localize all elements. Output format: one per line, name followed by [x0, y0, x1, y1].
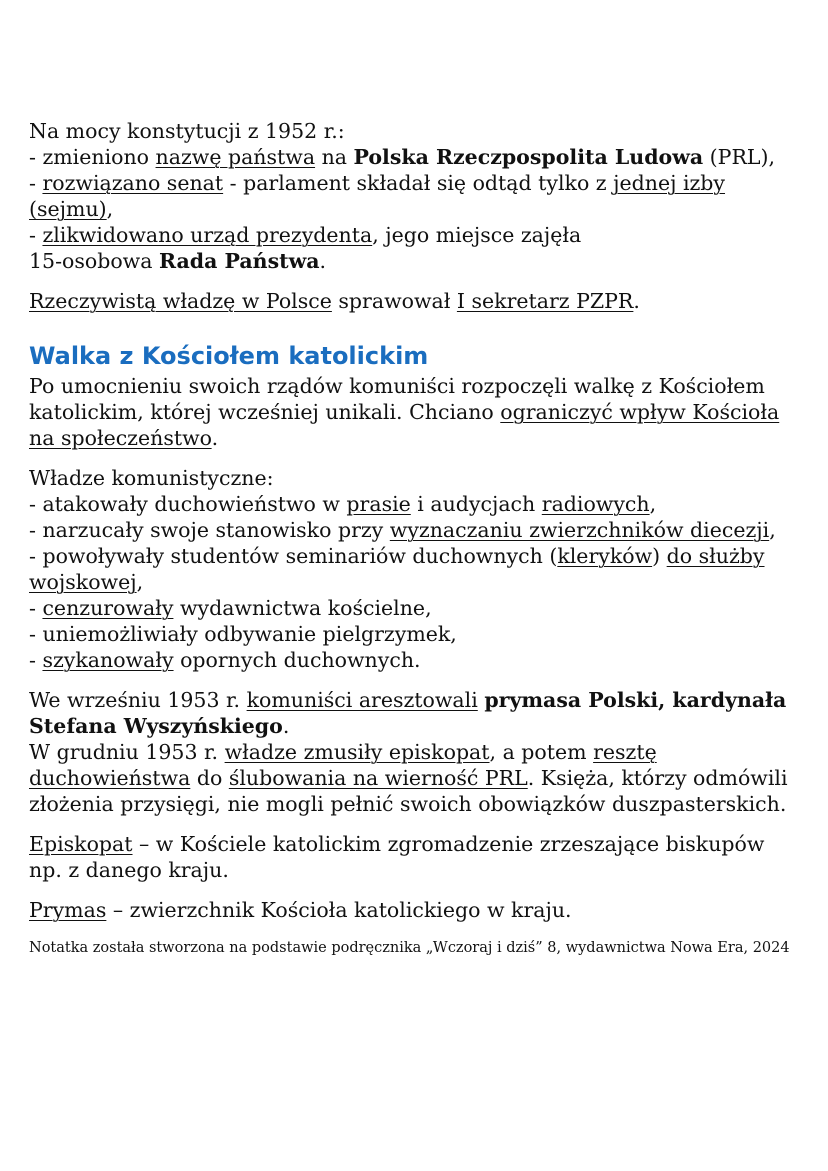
bold-term: Rada Państwa [158, 249, 320, 273]
underlined-term: resztę duchowieństwa [29, 740, 657, 790]
underlined-term: radiowych [541, 492, 650, 516]
list-item: - szykanowały opornych duchownych. [29, 648, 421, 672]
underlined-term: jednej izby [613, 171, 726, 195]
arrest-sentence: We wrześniu 1953 r. komuniści aresztowali prymasa Polski, kardynała Stefana Wyszyńskiego. [29, 688, 787, 738]
list-item: - narzucały swoje stanowisko przy wyznaczaniu zwierzchników diecezji, [29, 518, 776, 542]
underlined-term: Prymas [29, 898, 107, 922]
church-intro-paragraph: Po umocnieniu swoich rządów komuniści rozpoczęli walkę z Kościołem katolickim, której wcześniej unikali. Chciano ograniczyć wpływ Kościoła na społeczeństwo. [29, 374, 780, 450]
list-item: - atakowały duchowieństwo w prasie i audycjach radiowych, [29, 492, 657, 516]
oath-sentence: W grudniu 1953 r. władze zmusiły episkopat, a potem resztę duchowieństwa do ślubowania na wierność PRL. Księża, którzy odmówili złożenia przysięgi, nie mogli pełnić swoich obowiązków duszpasterskich. [29, 740, 788, 816]
underlined-term: (sejmu) [29, 197, 107, 221]
underlined-term: prasie [346, 492, 411, 516]
authorities-intro: Władze komunistyczne: [29, 466, 274, 490]
underlined-term: wyznaczaniu zwierzchników diecezji [389, 518, 770, 542]
list-item: - cenzurowały wydawnictwa kościelne, [29, 596, 432, 620]
underlined-term: nazwę państwa [155, 145, 316, 169]
constitution-item-name: - zmieniono nazwę państwa na Polska Rzeczpospolita Ludowa (PRL), [29, 145, 776, 169]
arrest-paragraph [29, 687, 798, 817]
constitution-item-council: 15-osobowa Rada Państwa. [29, 249, 327, 273]
bold-term: Polska Rzeczpospolita Ludowa [353, 145, 704, 169]
constitution-item-president: - zlikwidowano urząd prezydenta, jego miejsce zajęła [29, 223, 582, 247]
underlined-term: rozwiązano senat [42, 171, 224, 195]
underlined-term: szykanowały [42, 648, 174, 672]
underlined-term: władze zmusiły episkopat [224, 740, 490, 764]
underlined-term: cenzurowały [42, 596, 174, 620]
underlined-term: Rzeczywistą władzę w Polsce [29, 289, 332, 313]
episkopat-definition: Episkopat – w Kościele katolickim zgromadzenie zrzeszające biskupów np. z danego kraju. [29, 832, 765, 882]
underlined-term: do służby wojskowej [29, 544, 765, 594]
bold-term: prymasa Polski, kardynała Stefana Wyszyńskiego [29, 688, 787, 738]
underlined-term: I sekretarz PZPR [456, 289, 634, 313]
constitution-item-senate: - rozwiązano senat - parlament składał się odtąd tylko z jednej izby (sejmu), [29, 171, 726, 221]
underlined-term: ograniczyć wpływ Kościoła na społeczeństwo [29, 400, 780, 450]
underlined-term: ślubowania na wierność PRL [228, 766, 528, 790]
real-power-paragraph: Rzeczywistą władzę w Polsce sprawował I sekretarz PZPR. [29, 289, 640, 313]
constitution-intro: Na mocy konstytucji z 1952 r.: [29, 119, 345, 143]
constitution-paragraph [29, 118, 798, 274]
source-footnote: Notatka została stworzona na podstawie podręcznika „Wczoraj i dziś” 8, wydawnictwa Nowa Era, 2024 [29, 940, 790, 956]
authorities-list [29, 465, 798, 673]
underlined-term: kleryków [557, 544, 653, 568]
underlined-term: komuniści aresztowali [246, 688, 478, 712]
list-item: - uniemożliwiały odbywanie pielgrzymek, [29, 622, 457, 646]
underlined-term: zlikwidowano urząd prezydenta [42, 223, 373, 247]
prymas-definition: Prymas – zwierzchnik Kościoła katolickiego w kraju. [29, 898, 572, 922]
section-heading: Walka z Kościołem katolickim [29, 342, 429, 370]
underlined-term: Episkopat [29, 832, 133, 856]
list-item: - powoływały studentów seminariów duchownych (kleryków) do służby wojskowej, [29, 544, 765, 594]
